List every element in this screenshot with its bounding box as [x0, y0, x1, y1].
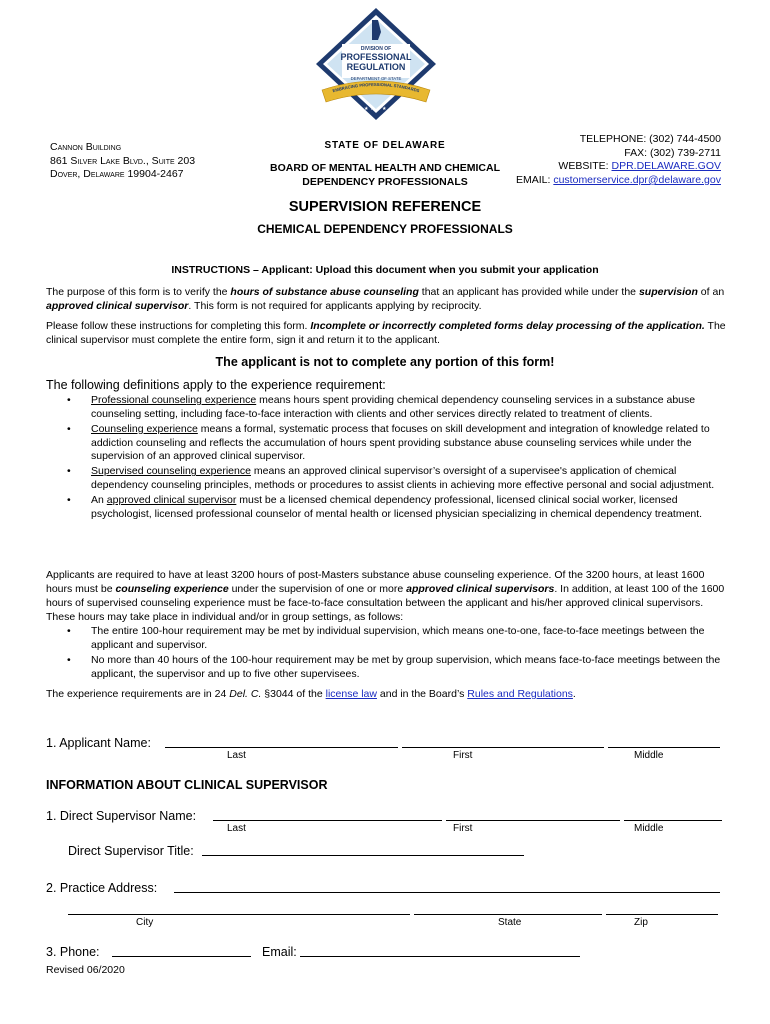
zip-field[interactable] [606, 914, 718, 915]
office-address [50, 141, 195, 182]
first-label: First [453, 823, 473, 834]
svg-text:★: ★ [376, 106, 381, 112]
list-item: • No more than 40 hours of the 100-hour requirement may be met by group supervision, which means face-to-face meetings between the applicant, the supervisor and up to five other supervisees. [67, 653, 721, 680]
hours-requirement-paragraph: Applicants are required to have at least 3200 hours of post-Masters substance abuse counseling experience. Of the 3200 hours, at least 1600 hours must be counseling experience under the supervision of one or more approved clinical supervisors. In addition, at least 100 of the 1600 hours of supervised counseling experience must be face-to-face consultation between the applicant and his/her approved clinical supervisors. These hours may take place in individual and/or in group settings, as follows: [46, 569, 725, 623]
svg-text:★: ★ [364, 106, 369, 112]
svg-text:DEPARTMENT OF STATE: DEPARTMENT OF STATE [350, 76, 402, 81]
revision-date: Revised 06/2020 [46, 964, 125, 976]
board-name-line1: BOARD OF MENTAL HEALTH AND CHEMICAL [269, 162, 500, 175]
city-field[interactable] [68, 914, 410, 915]
state-name: STATE OF DELAWARE [324, 140, 446, 151]
email-field[interactable] [300, 956, 580, 957]
address-building: Cannon Building [50, 141, 122, 153]
license-law-link[interactable]: license law [325, 688, 377, 700]
state-label: State [498, 917, 522, 928]
middle-label: Middle [634, 750, 664, 761]
bullet: • [67, 494, 71, 507]
supervisor-first-name-field[interactable] [446, 820, 620, 821]
division-of-professional-regulation-logo [312, 6, 440, 124]
bullet: • [67, 394, 71, 406]
supervisor-title-label: Direct Supervisor Title: [68, 844, 194, 858]
instructions-heading: INSTRUCTIONS – Applicant: Upload this document when you submit your application [171, 264, 599, 276]
email-label: EMAIL: [515, 173, 554, 186]
last-label: Last [227, 750, 246, 761]
zip-label: Zip [634, 917, 648, 928]
list-item: • Supervised counseling experience means an approved clinical supervisor’s oversight of a supervisee's application of chemical dependency counseling principles, methods or procedures to assist clients in achieving more effective personal and social adjustment. [67, 465, 715, 492]
list-item: • The entire 100-hour requirement may be met by individual supervision, which means one-to-one, face-to-face meetings between the applicant and supervisor. [67, 625, 705, 651]
website-label: WEBSITE: [558, 160, 612, 173]
email-link[interactable]: customerservice.dpr@delaware.gov [553, 173, 721, 186]
address-city: Dover, Delaware 19904-2467 [50, 168, 184, 181]
applicant-middle-name-field[interactable] [608, 747, 720, 748]
supervisor-name-label: 1. Direct Supervisor Name: [46, 809, 197, 823]
rules-regulations-link[interactable]: Rules and Regulations [467, 688, 573, 700]
definitions-list [46, 394, 726, 523]
applicant-name-label: 1. Applicant Name: [46, 736, 151, 750]
applicant-notice: The applicant is not to complete any portion of this form! [215, 355, 555, 369]
bullet: • [67, 625, 71, 637]
bullet: • [67, 465, 71, 478]
last-label: Last [227, 823, 246, 834]
website-link[interactable]: DPR.DELAWARE.GOV [611, 160, 721, 173]
address-street: 861 Silver Lake Blvd., Suite 203 [50, 154, 196, 167]
supervisor-section-heading: INFORMATION ABOUT CLINICAL SUPERVISOR [46, 778, 328, 792]
phone-field[interactable] [112, 956, 251, 957]
email-field-label: Email: [262, 945, 297, 959]
form-title: SUPERVISION REFERENCE [288, 199, 482, 215]
website [516, 160, 721, 174]
legal-reference-paragraph: The experience requirements are in 24 Del. C. §3044 of the license law and in the Board’s Rules and Regulations. [46, 688, 576, 700]
phone-label: 3. Phone: [46, 945, 100, 959]
list-item: • An approved clinical supervisor must be a licensed chemical dependency professional, licensed clinical social worker, licensed psychologist, licensed professional counselor of mental health or licensed physician specializing in chemical dependency treatment. [67, 494, 703, 520]
middle-label: Middle [634, 823, 664, 834]
applicant-first-name-field[interactable] [402, 747, 604, 748]
list-item: • Counseling experience means a formal, systematic process that focuses on skill development and integration of knowledge related to addiction counseling and reflects the accumulation of hours spent providing substance abuse counseling services while under the supervision of an approved clinical supervisor. [67, 422, 710, 463]
svg-text:PROFESSIONAL: PROFESSIONAL [340, 52, 412, 62]
bullet: • [67, 422, 71, 435]
agency-header [240, 139, 530, 189]
first-label: First [453, 750, 473, 761]
fax: FAX: (302) 739-2711 [624, 146, 721, 159]
email [516, 174, 721, 188]
practice-address-label: 2. Practice Address: [46, 881, 158, 895]
purpose-paragraph: The purpose of this form is to verify the hours of substance abuse counseling that an applicant has provided while under the supervision of an approved clinical supervisor. This form is not required for applicants applying by reciprocity. [46, 286, 725, 312]
list-item: • Professional counseling experience means hours spent providing chemical dependency counseling services in a substance abuse counseling setting, including face-to-face interaction with clients and other services directly related to treatment of clients. [67, 394, 696, 420]
svg-text:DIVISION OF: DIVISION OF [360, 46, 392, 52]
applicant-last-name-field[interactable] [165, 747, 398, 748]
instructions-paragraph: Please follow these instructions for completing this form. Incomplete or incorrectly completed forms delay processing of the application. The clinical supervisor must complete the entire form, sign it and return it to the applicant. [46, 320, 726, 346]
supervisor-middle-name-field[interactable] [624, 820, 722, 821]
svg-text:REGULATION: REGULATION [346, 62, 406, 72]
form-subtitle: CHEMICAL DEPENDENCY PROFESSIONALS [257, 222, 513, 236]
city-label: City [136, 917, 154, 928]
telephone: TELEPHONE: (302) 744-4500 [579, 133, 721, 145]
state-field[interactable] [414, 914, 602, 915]
svg-text:★: ★ [382, 106, 387, 112]
contact-info [516, 133, 721, 188]
svg-text:EMBRACING PROFESSIONAL STANDAR: EMBRACING PROFESSIONAL STANDARDS [331, 81, 421, 94]
board-name-line2: DEPENDENCY PROFESSIONALS [302, 175, 468, 188]
definitions-heading: The following definitions apply to the experience requirement: [46, 378, 386, 392]
bullet: • [67, 653, 71, 666]
supervision-requirements-list [46, 625, 726, 682]
supervisor-title-field[interactable] [202, 855, 524, 856]
practice-address-field[interactable] [174, 892, 720, 893]
supervisor-last-name-field[interactable] [213, 820, 442, 821]
svg-text:★: ★ [370, 106, 375, 112]
